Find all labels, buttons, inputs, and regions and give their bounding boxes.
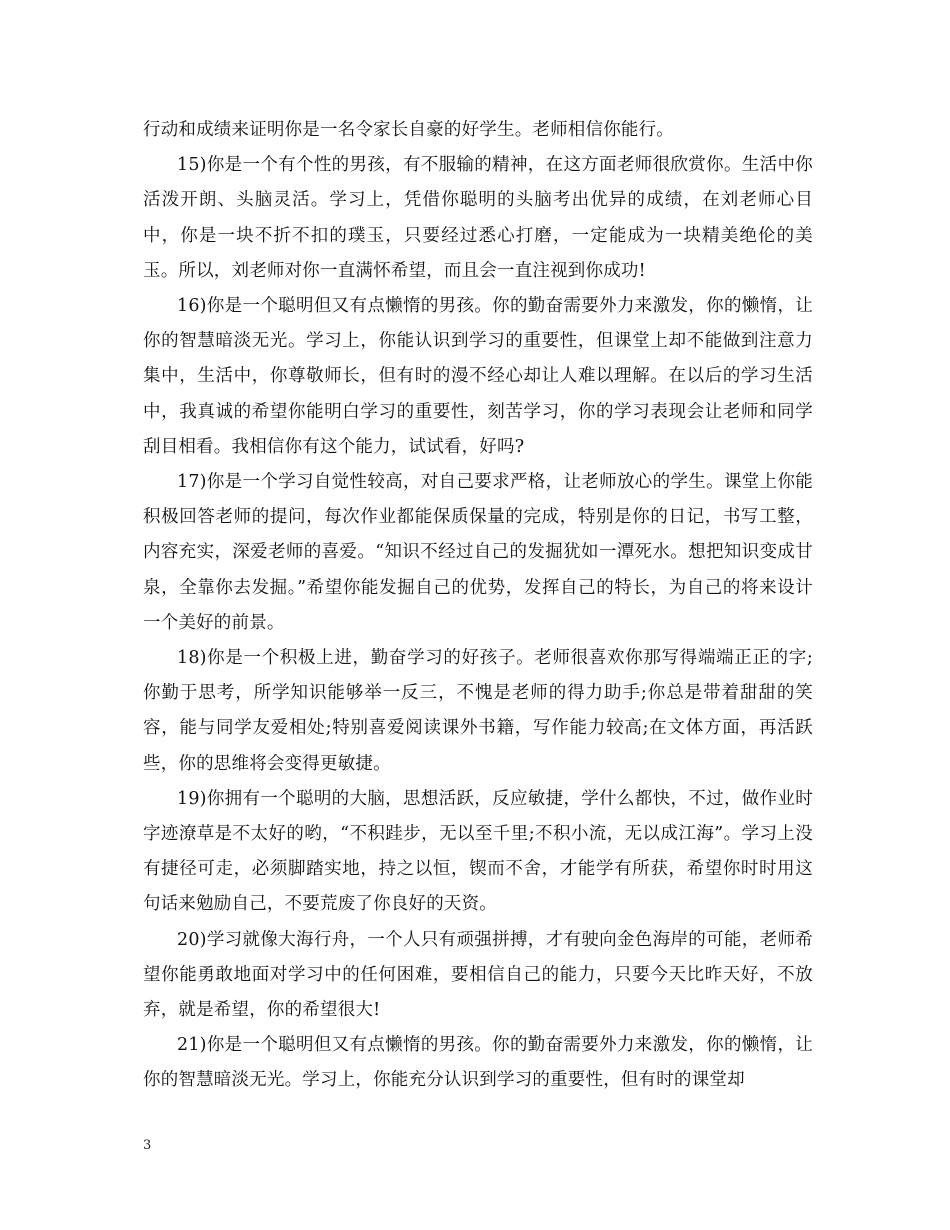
page-number: 3 [143, 1138, 152, 1153]
paragraph-15: 15)你是一个有个性的男孩，有不服输的精神，在这方面老师很欣赏你。生活中你活泼开朗、头脑灵活。学习上，凭借你聪明的头脑考出优异的成绩，在刘老师心目中，你是一块不折不扣的璞玉，只要经过悉心打磨，一定能成为一块精美绝伦的美玉。所以，刘老师对你一直满怀希望，而且会一直注视到你成功! [143, 155, 813, 281]
paragraph-17: 17)你是一个学习自觉性较高，对自己要求严格，让老师放心的学生。课堂上你能积极回答老师的提问，每次作业都能保质保量的完成，特别是你的日记，书写工整，内容充实，深爱老师的喜爱。“知识不经过自己的发掘犹如一潭死水。想把知识变成甘泉，全靠你去发掘。”希望你能发掘自己的优势，发挥自己的特长，为自己的将来设计一个美好的前景。 [143, 472, 813, 633]
paragraph-continuation: 行动和成绩来证明你是一名令家长自豪的好学生。老师相信你能行。 [143, 120, 674, 140]
paragraph-20: 20)学习就像大海行舟，一个人只有顽强拼搏，才有驶向金色海岸的可能，老师希望你能勇敢地面对学习中的任何困难，要相信自己的能力，只要今天比昨天好，不放弃，就是希望，你的希望很大! [143, 929, 813, 1021]
paragraph-18: 18)你是一个积极上进，勤奋学习的好孩子。老师很喜欢你那写得端端正正的字;你勤于思考，所学知识能够举一反三，不愧是老师的得力助手;你总是带着甜甜的笑容，能与同学友爱相处;特别喜爱阅读课外书籍，写作能力较高;在文体方面，再活跃些，你的思维将会变得更敏捷。 [143, 648, 813, 774]
paragraph-21: 21)你是一个聪明但又有点懒惰的男孩。你的勤奋需要外力来激发，你的懒惰，让你的智慧暗淡无光。学习上，你能充分认识到学习的重要性，但有时的课堂却 [143, 1035, 813, 1091]
paragraph-19: 19)你拥有一个聪明的大脑，思想活跃，反应敏捷，学什么都快，不过，做作业时字迹潦草是不太好的哟，“不积跬步，无以至千里;不积小流，无以成江海”。学习上没有捷径可走，必须脚踏实地，持之以恒，锲而不舍，才能学有所获，希望你时时用这句话来勉励自己，不要荒废了你良好的天资。 [143, 788, 813, 915]
document-body [143, 113, 813, 1099]
paragraph-16: 16)你是一个聪明但又有点懒惰的男孩。你的勤奋需要外力来激发，你的懒惰，让你的智慧暗淡无光。学习上，你能认识到学习的重要性，但课堂上却不能做到注意力集中，生活中，你尊敬师长，但有时的漫不经心却让人难以理解。在以后的学习生活中，我真诚的希望你能明白学习的重要性，刻苦学习，你的学习表现会让老师和同学刮目相看。我相信你有这个能力，试试看，好吗? [143, 296, 813, 457]
